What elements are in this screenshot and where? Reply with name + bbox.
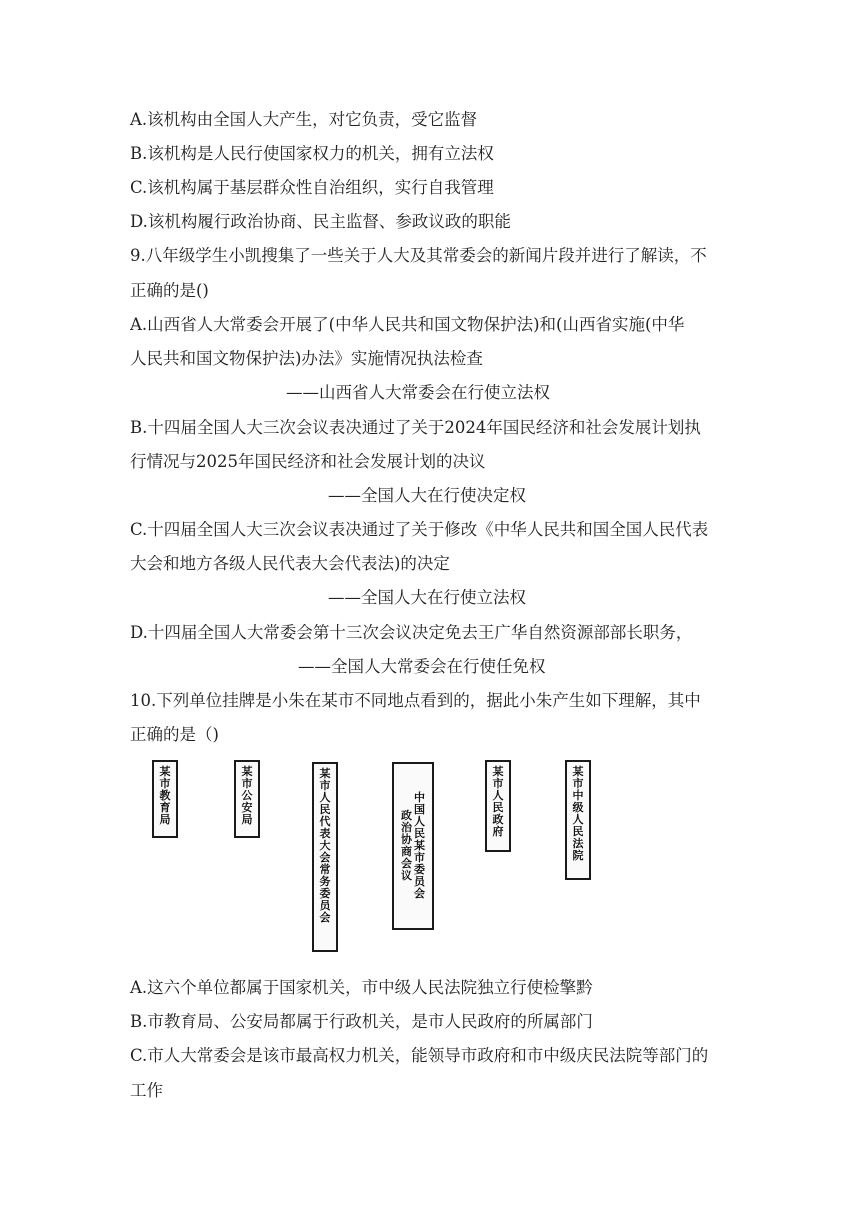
- sign-character: 安: [241, 801, 253, 814]
- sign-character: 民: [319, 803, 331, 816]
- sign-character: 商: [401, 845, 412, 858]
- q9-option-a-comment: ——山西省人大常委会在行使立法权: [286, 383, 550, 402]
- sign-character: 民: [492, 801, 504, 814]
- signboard-cppcc-right-column: [414, 792, 425, 900]
- sign-character: 会: [319, 911, 331, 924]
- q8-option-a: A.该机构由全国人大产生，对它负责，受它监督: [130, 110, 478, 129]
- q9-option-d-line1: D.十四届全国人大常委会第十三次会议决定免去王广华自然资源部部长职务，: [130, 623, 693, 642]
- q9-option-d-comment: ——全国人大常委会在行使任免权: [298, 657, 546, 676]
- sign-character: 人: [414, 815, 425, 828]
- sign-character: 员: [414, 875, 425, 888]
- sign-character: 务: [319, 875, 331, 888]
- q10-option-a: A.这六个单位都属于国家机关，市中级人民法院独立行使检擎黔: [130, 978, 593, 997]
- sign-character: 市: [414, 851, 425, 864]
- sign-character: 员: [319, 899, 331, 912]
- sign-character: 政: [492, 813, 504, 826]
- sign-character: 市: [319, 779, 331, 792]
- q10-option-b: B.市教育局、公安局都属于行政机关，是市人民政府的所属部门: [130, 1012, 593, 1031]
- sign-character: 市: [241, 777, 253, 790]
- sign-character: 级: [572, 801, 584, 814]
- signboard-figure: [140, 760, 610, 960]
- sign-character: 某: [159, 765, 171, 778]
- sign-character: 会: [401, 857, 412, 870]
- sign-character: 治: [401, 821, 412, 834]
- sign-character: 公: [241, 789, 253, 802]
- q9-option-b-line1: B.十四届全国人大三次会议表决通过了关于2024年国民经济和社会发展计划执: [130, 418, 701, 437]
- sign-character: 人: [492, 789, 504, 802]
- sign-character: 代: [319, 815, 331, 828]
- sign-character: 人: [572, 813, 584, 826]
- q9-option-b-line2: 行情况与2025年国民经济和社会发展计划的决议: [130, 452, 486, 471]
- sign-character: 议: [401, 869, 412, 882]
- sign-character: 市: [492, 777, 504, 790]
- sign-character: 民: [414, 827, 425, 840]
- sign-character: 府: [492, 825, 504, 838]
- q8-option-c: C.该机构属于基层群众性自治组织，实行自我管理: [130, 178, 494, 197]
- q9-option-c-comment: ——全国人大在行使立法权: [328, 588, 526, 607]
- signboard-npc-standing-committee: [312, 762, 338, 952]
- sign-character: 院: [572, 849, 584, 862]
- sign-character: 中: [572, 789, 584, 802]
- q9-option-a-line2: 人民共和国文物保护法)办法》实施情况执法检查: [130, 349, 483, 368]
- q8-option-b: B.该机构是人民行使国家权力的机关，拥有立法权: [130, 144, 494, 163]
- sign-character: 局: [241, 813, 253, 826]
- sign-character: 委: [319, 887, 331, 900]
- sign-character: 政: [401, 809, 412, 822]
- sign-character: 某: [241, 765, 253, 778]
- sign-character: 人: [319, 791, 331, 804]
- q9-option-c-line1: C.十四届全国人大三次会议表决通过了关于修改《中华人民共和国全国人民代表: [130, 520, 709, 539]
- q10-stem-line1: 10.下列单位挂牌是小朱在某市不同地点看到的，据此小朱产生如下理解，其中: [130, 691, 701, 710]
- q9-stem-line2: 正确的是(): [130, 281, 209, 300]
- signboard-education-bureau: [152, 760, 178, 838]
- sign-character: 某: [319, 767, 331, 780]
- sign-character: 局: [159, 813, 171, 826]
- sign-character: 某: [492, 765, 504, 778]
- sign-character: 某: [414, 839, 425, 852]
- sign-character: 大: [319, 839, 331, 852]
- signboard-peoples-government: [485, 760, 511, 852]
- sign-character: 中: [414, 791, 425, 804]
- signboard-cppcc-left-column: [401, 810, 412, 882]
- signboard-cppcc-committee: [392, 762, 434, 930]
- sign-character: 会: [319, 851, 331, 864]
- sign-character: 常: [319, 863, 331, 876]
- q8-option-d: D.该机构履行政治协商、民主监督、参政议政的职能: [130, 212, 511, 231]
- q10-option-c-line1: C.市人大常委会是该市最高权力机关，能领导市政府和市中级庆民法院等部门的: [130, 1046, 709, 1065]
- sign-character: 市: [572, 777, 584, 790]
- q10-stem-line2: 正确的是（): [130, 725, 219, 744]
- q9-stem-line1: 9.八年级学生小凯搜集了一些关于人大及其常委会的新闻片段并进行了解读，不: [130, 246, 707, 265]
- sign-character: 表: [319, 827, 331, 840]
- q9-option-c-line2: 大会和地方各级人民代表大会代表法)的决定: [130, 554, 450, 573]
- sign-character: 民: [572, 825, 584, 838]
- sign-character: 会: [414, 887, 425, 900]
- q10-option-c-line2: 工作: [130, 1081, 163, 1100]
- sign-character: 育: [159, 801, 171, 814]
- signboard-public-security-bureau: [234, 760, 260, 838]
- signboard-intermediate-court: [565, 760, 591, 880]
- sign-character: 某: [572, 765, 584, 778]
- sign-character: 市: [159, 777, 171, 790]
- sign-character: 法: [572, 837, 584, 850]
- sign-character: 教: [159, 789, 171, 802]
- q9-option-b-comment: ——全国人大在行使决定权: [328, 486, 526, 505]
- sign-character: 协: [401, 833, 412, 846]
- q9-option-a-line1: A.山西省人大常委会开展了(中华人民共和国文物保护法)和(山西省实施(中华: [130, 315, 685, 334]
- sign-character: 委: [414, 863, 425, 876]
- sign-character: 国: [414, 803, 425, 816]
